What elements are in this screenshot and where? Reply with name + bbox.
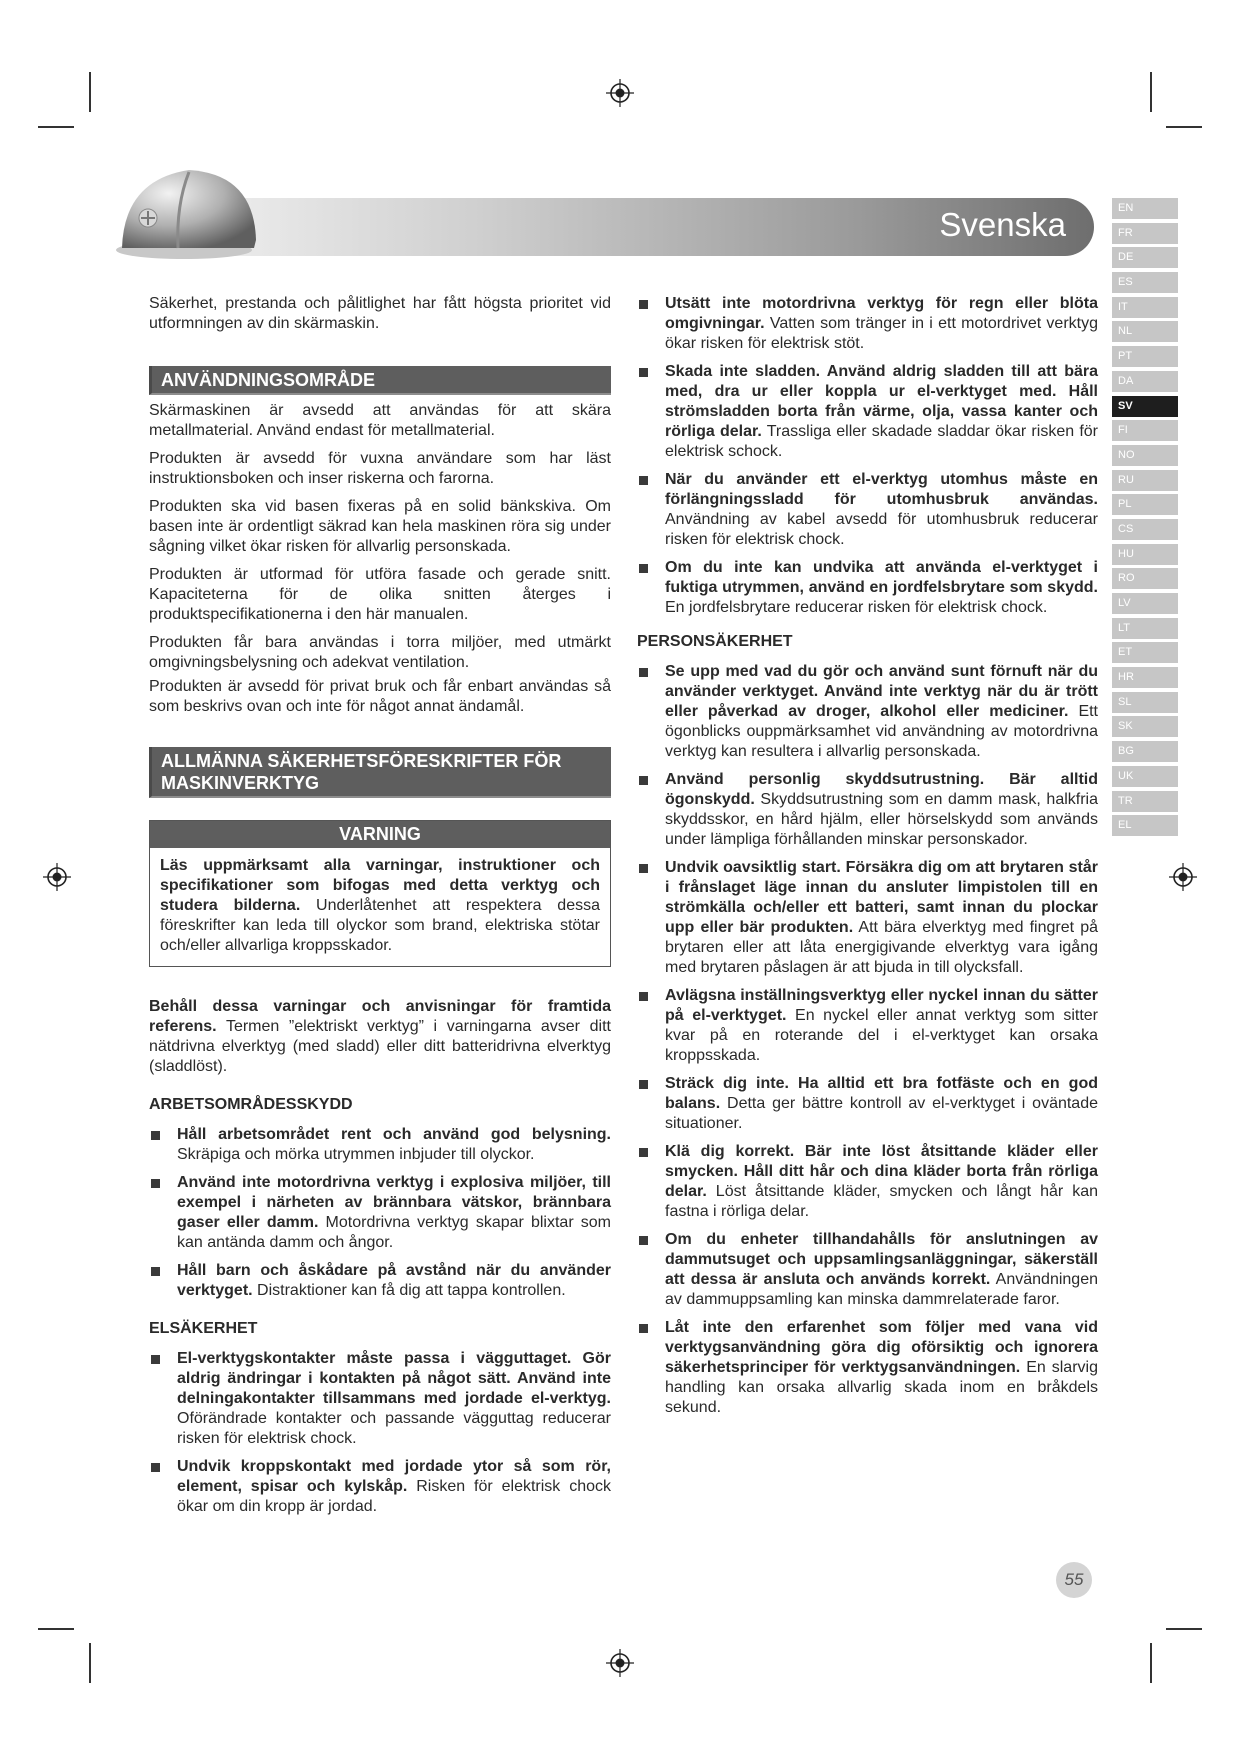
language-tab-pt: PT bbox=[1112, 346, 1178, 367]
language-tab-fr: FR bbox=[1112, 223, 1178, 244]
language-tab-pl: PL bbox=[1112, 494, 1178, 515]
language-tab-hu: HU bbox=[1112, 544, 1178, 565]
language-tab-cs: CS bbox=[1112, 519, 1178, 540]
language-tab-no: NO bbox=[1112, 445, 1178, 466]
crop-mark bbox=[38, 1628, 74, 1630]
right-column bbox=[637, 294, 1098, 1426]
list-item: Skada inte sladden. Använd aldrig sladden till att bära med, dra ur eller koppla ur el-verktyget med. Håll strömsladden borta från värme, olja, vassa kanter och rörliga delar. Trassliga eller skadade sladdar ökar risken för elektrisk schock. bbox=[637, 362, 1098, 462]
usage-paragraph: Produkten får bara användas i torra miljöer, med utmärkt omgivningsbelysning och adekvat ventilation. bbox=[149, 634, 611, 671]
language-tab-lt: LT bbox=[1112, 618, 1178, 639]
language-tab-fi: FI bbox=[1112, 420, 1178, 441]
registration-mark-icon bbox=[42, 862, 72, 892]
warning-text: Underlåtenhet att respektera dessa föreskrifter kan leda till olyckor som brand, elektriska stötar och/eller allvarliga kroppsskador. bbox=[160, 897, 601, 954]
usage-paragraph: Produkten ska vid basen fixeras på en solid bänkskiva. Om basen inte är ordentligt säkrad kan hela maskinen röra sig under sågning vilket ökar risken för allvarlig personskada. bbox=[149, 498, 611, 555]
crop-mark bbox=[89, 72, 91, 112]
left-column bbox=[149, 294, 611, 1525]
safety-helmet-icon bbox=[114, 160, 264, 260]
list-item: Utsätt inte motordrivna verktyg för regn eller blöta omgivningar. Vatten som tränger in i ett motordrivet verktyg ökar risken för elektrisk stöt. bbox=[637, 294, 1098, 354]
list-item: Undvik oavsiktlig start. Försäkra dig om att brytaren står i frånslaget läge innan du ansluter limpistolen till en strömkälla och/eller ett batteri, samt innan du plockar upp eller bär produkten. Att bära elverktyg med fingret på brytaren eller att låta energigivande elverktyg vara igång med brytaren påslagen är att bjuda in till olycksfall. bbox=[637, 858, 1098, 978]
crop-mark bbox=[1150, 1643, 1152, 1683]
language-tab-es: ES bbox=[1112, 272, 1178, 293]
language-tab-sl: SL bbox=[1112, 692, 1178, 713]
warning-box bbox=[149, 820, 611, 967]
personal-safety-heading: PERSONSÄKERHET bbox=[637, 633, 793, 650]
list-item: El-verktygskontakter måste passa i vägguttaget. Gör aldrig ändringar i kontakten på något sätt. Använd inte delningakontakter tillsammans med jordade el-verktyg. Oförändrade kontakter och passande vägguttag reducerar risken för elektrisk chock. bbox=[149, 1349, 611, 1449]
list-item: Se upp med vad du gör och använd sunt förnuft när du använder verktyget. Använd inte verktyg när du är trött eller påverkad av droger, alkohol eller mediciner. Ett ögonblicks ouppmärksamhet vid användning av motordrivna verktyg kan resultera i allvarlig personskada. bbox=[637, 662, 1098, 762]
registration-mark-icon bbox=[605, 78, 635, 108]
usage-paragraph: Skärmaskinen är avsedd att användas för att skära metallmaterial. Använd endast för metallmaterial. bbox=[149, 402, 611, 439]
language-tabs bbox=[1112, 198, 1178, 840]
language-tab-sv: SV bbox=[1112, 396, 1178, 417]
language-tab-lv: LV bbox=[1112, 593, 1178, 614]
language-tab-ru: RU bbox=[1112, 470, 1178, 491]
usage-heading: ANVÄNDNINGSOMRÅDE bbox=[149, 366, 611, 395]
intro-text: Säkerhet, prestanda och pålitlighet har fått högsta prioritet vid utformningen av din skärmaskin. bbox=[149, 295, 611, 332]
header-bar bbox=[150, 198, 1094, 256]
work-area-heading: ARBETSOMRÅDESSKYDD bbox=[149, 1096, 353, 1113]
language-tab-bg: BG bbox=[1112, 741, 1178, 762]
list-item: Om du inte kan undvika att använda el-verktyget i fuktiga utrymmen, använd en jordfelsbrytare som skydd. En jordfelsbrytare reducerar risken för elektrisk chock. bbox=[637, 558, 1098, 618]
language-tab-el: EL bbox=[1112, 815, 1178, 836]
crop-mark bbox=[1166, 1628, 1202, 1630]
usage-paragraph: Produkten är avsedd för privat bruk och får enbart användas så som beskrivs ovan och inte för något annat ändamål. bbox=[149, 678, 611, 715]
crop-mark bbox=[1166, 126, 1202, 128]
language-tab-en: EN bbox=[1112, 198, 1178, 219]
list-item: Om du enheter tillhandahålls för anslutningen av dammutsuget och uppsamlingsanläggningar, säkerställ att dessa är ansluta och används korrekt. Användningen av dammuppsamling kan minska dammrelaterade faror. bbox=[637, 1230, 1098, 1310]
general-safety-heading: ALLMÄNNA SÄKERHETSFÖRESKRIFTER FÖR MASKINVERKTYG bbox=[149, 747, 611, 798]
list-item: Undvik kroppskontakt med jordade ytor så som rör, element, spisar och kylskåp. Risken för elektrisk chock ökar om din kropp är jordad. bbox=[149, 1457, 611, 1517]
language-tab-uk: UK bbox=[1112, 766, 1178, 787]
list-item: Använd inte motordrivna verktyg i explosiva miljöer, till exempel i närheten av brännbara vätskor, brännbara gaser eller damm. Motordrivna verktyg skapar blixtar som kan antända damm och ångor. bbox=[149, 1173, 611, 1253]
language-tab-it: IT bbox=[1112, 297, 1178, 318]
list-item: Avlägsna inställningsverktyg eller nyckel innan du sätter på el-verktyget. En nyckel eller annat verktyg som sitter kvar på en roterande del i el-verktyget kan orsaka kroppsskada. bbox=[637, 986, 1098, 1066]
keep-bold-text: Behåll dessa varningar och anvisningar för framtida referens. bbox=[149, 998, 611, 1035]
crop-mark bbox=[89, 1643, 91, 1683]
page-title: Svenska bbox=[939, 206, 1066, 243]
warning-title: VARNING bbox=[150, 821, 610, 848]
language-tab-hr: HR bbox=[1112, 667, 1178, 688]
list-item: Använd personlig skyddsutrustning. Bär alltid ögonskydd. Skyddsutrustning som en damm mask, halkfria skyddsskor, en hård hjälm, eller hörselskydd som används under lämpliga förhållanden minskar personskador. bbox=[637, 770, 1098, 850]
list-item: När du använder ett el-verktyg utomhus måste en förlängningssladd för utomhusbruk användas. Användning av kabel avsedd för utomhusbruk reducerar risken för elektrisk chock. bbox=[637, 470, 1098, 550]
warning-body bbox=[150, 848, 610, 966]
keep-instructions-text bbox=[149, 997, 611, 1077]
crop-mark bbox=[1150, 72, 1152, 112]
language-tab-sk: SK bbox=[1112, 716, 1178, 737]
usage-paragraph: Produkten är utformad för utföra fasade och gerade snitt. Kapaciteterna för de olika snitten återges i produktspecifikationerna i den här manualen. bbox=[149, 566, 611, 623]
language-tab-ro: RO bbox=[1112, 568, 1178, 589]
list-item: Håll barn och åskådare på avstånd när du använder verktyget. Distraktioner kan få dig att tappa kontrollen. bbox=[149, 1261, 611, 1301]
list-item: Klä dig korrekt. Bär inte löst åtsittande kläder eller smycken. Håll ditt hår och dina kläder borta från rörliga delar. Löst åtsittande kläder, smycken och långt hår kan fastna i rörliga delar. bbox=[637, 1142, 1098, 1222]
keep-text: Termen ”elektriskt verktyg” i varningarna avser ditt nätdrivna elverktyg (med sladd) eller ditt batteridrivna elverktyg (sladdlöst). bbox=[149, 1018, 611, 1075]
language-tab-da: DA bbox=[1112, 371, 1178, 392]
language-tab-et: ET bbox=[1112, 642, 1178, 663]
electrical-safety-heading: ELSÄKERHET bbox=[149, 1320, 258, 1337]
language-tab-de: DE bbox=[1112, 247, 1178, 268]
crop-mark bbox=[38, 126, 74, 128]
list-item: Håll arbetsområdet rent och använd god belysning. Skräpiga och mörka utrymmen inbjuder till olyckor. bbox=[149, 1125, 611, 1165]
registration-mark-icon bbox=[1168, 862, 1198, 892]
registration-mark-icon bbox=[605, 1648, 635, 1678]
list-item: Låt inte den erfarenhet som följer med vana vid verktygsanvändning göra dig oförsiktig och ignorera säkerhetsprinciper för verktygsanvändningen. En slarvig handling kan orsaka allvarlig skada inom en bråkdels sekund. bbox=[637, 1318, 1098, 1418]
list-item: Sträck dig inte. Ha alltid ett bra fotfäste och en god balans. Detta ger bättre kontroll av el-verktyget i oväntade situationer. bbox=[637, 1074, 1098, 1134]
usage-paragraph: Produkten är avsedd för vuxna användare som har läst instruktionsboken och inser riskerna och farorna. bbox=[149, 450, 611, 487]
language-tab-tr: TR bbox=[1112, 791, 1178, 812]
warning-bold-text: Läs uppmärksamt alla varningar, instruktioner och specifikationer som bifogas med detta verktyg och studera bilderna. bbox=[160, 857, 600, 914]
page-number: 55 bbox=[1056, 1562, 1092, 1598]
language-tab-nl: NL bbox=[1112, 321, 1178, 342]
